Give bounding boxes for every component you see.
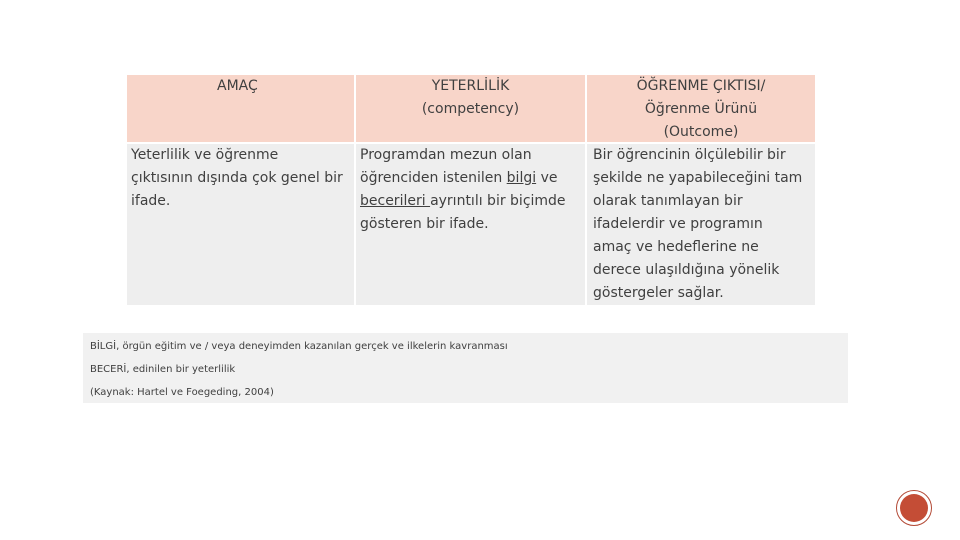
yeterlilik-description (356, 144, 585, 305)
amac-line-3: ifade. (131, 193, 171, 209)
header-outcome-line-2: Öğrenme Ürünü (644, 101, 758, 117)
yeterlilik-line-2-pre: öğrenciden istenilen (360, 170, 507, 186)
amac-description (127, 144, 354, 305)
outcome-line-5: amaç ve hedeflerine ne (593, 239, 759, 255)
header-outcome-line-3: (Outcome) (663, 124, 739, 140)
yeterlilik-line-2 (360, 167, 583, 190)
slide-badge-icon (896, 490, 932, 526)
comparison-table (127, 75, 815, 305)
outcome-line-2: şekilde ne yapabileceğini tam (593, 170, 803, 186)
note-source: (Kaynak: Hartel ve Foegeding, 2004) (90, 387, 274, 398)
yeterlilik-line-3 (360, 190, 583, 213)
bilgi-underlined: bilgi (506, 170, 537, 186)
note-bilgi-term: BİLGİ (90, 341, 117, 352)
amac-line-2: çıktısının dışında çok genel bir (131, 170, 343, 186)
yeterlilik-line-4: gösteren bir ifade. (360, 216, 489, 232)
header-outcome-line-1: ÖĞRENME ÇIKTISI/ (636, 78, 766, 94)
outcome-line-6: derece ulaşıldığına yönelik (593, 262, 780, 278)
becerileri-underlined: becerileri (360, 193, 431, 209)
header-yeterlilik (356, 75, 585, 142)
header-amac (127, 75, 354, 142)
header-yeterlilik-line-2: (competency) (421, 101, 520, 117)
outcome-line-7: göstergeler sağlar. (593, 285, 724, 301)
amac-line-1: Yeterlilik ve öğrenme (131, 147, 279, 163)
header-ogrenme-ciktisi (587, 75, 815, 142)
header-yeterlilik-line-1: YETERLİLİK (431, 78, 510, 94)
outcome-line-4: ifadelerdir ve programın (593, 216, 763, 232)
outcome-line-3: olarak tanımlayan bir (593, 193, 743, 209)
note-bilgi-text: , örgün eğitim ve / veya deneyimden kazanılan gerçek ve ilkelerin kavranması (116, 341, 508, 352)
header-amac-line: AMAÇ (217, 78, 258, 94)
yeterlilik-line-1: Programdan mezun olan (360, 147, 532, 163)
outcome-line-1: Bir öğrencinin ölçülebilir bir (593, 147, 786, 163)
yeterlilik-line-2-post: ve (536, 170, 558, 186)
slide-badge-inner (900, 494, 928, 522)
ogrenme-ciktisi-description (587, 144, 815, 305)
note-beceri-term: BECERİ (90, 364, 127, 375)
yeterlilik-line-3-post: ayrıntılı bir biçimde (430, 193, 566, 209)
note-beceri (90, 364, 235, 375)
note-beceri-text: , edinilen bir yeterlilik (126, 364, 236, 375)
definitions-box (83, 333, 848, 403)
note-bilgi (90, 341, 508, 352)
